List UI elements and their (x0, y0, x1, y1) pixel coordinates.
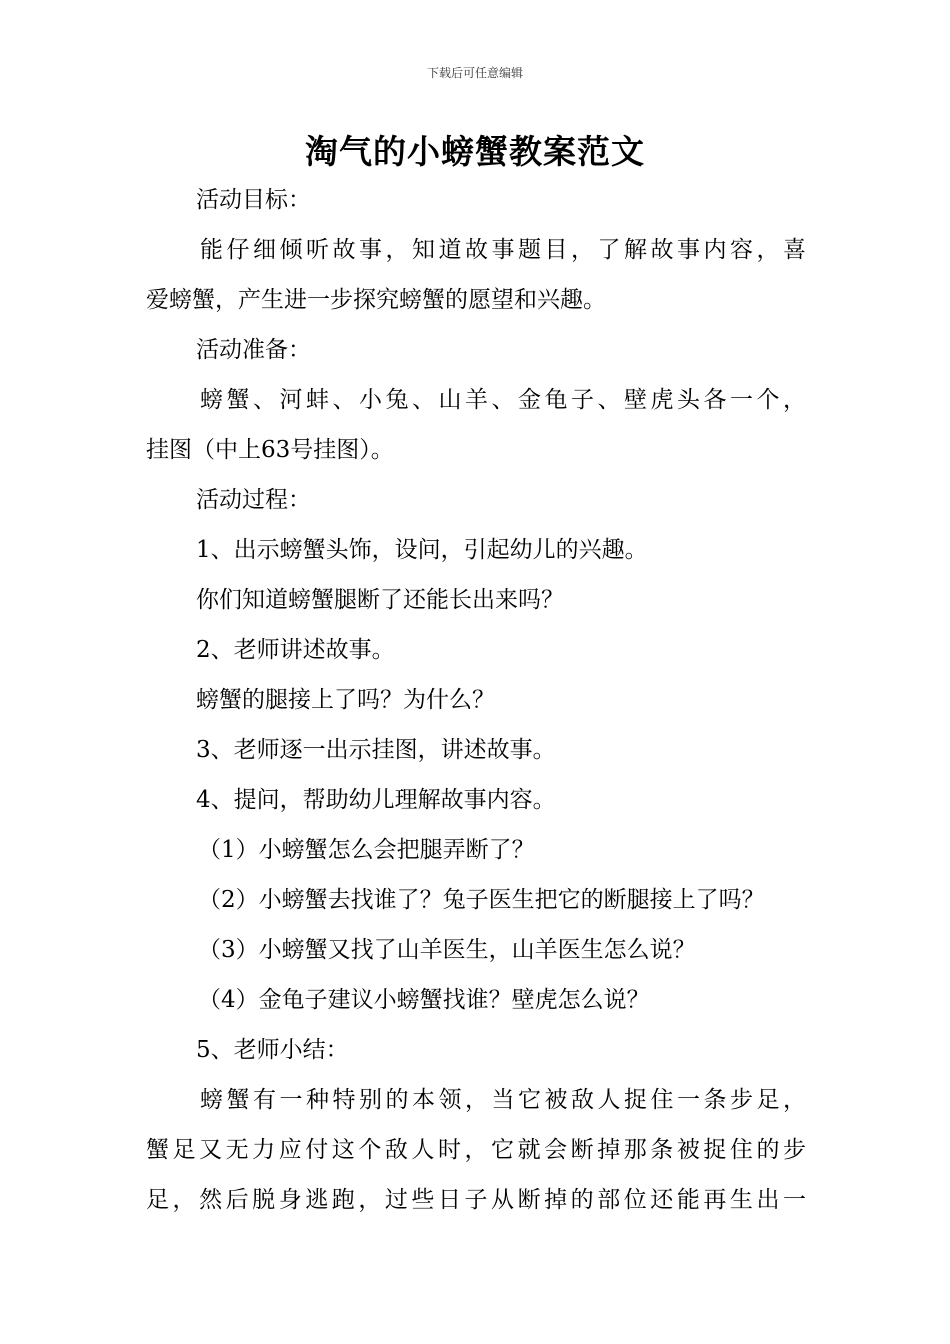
goal-text-line-1: 能仔细倾听故事，知道故事题目，了解故事内容，喜 (200, 237, 806, 263)
question-2: （2）小螃蟹去找谁了？兔子医生把它的断腿接上了吗？ (198, 887, 765, 913)
question-3: （3）小螃蟹又找了山羊医生，山羊医生怎么说？ (198, 937, 696, 963)
goal-heading: 活动目标： (196, 187, 311, 213)
step-2-question: 螃蟹的腿接上了吗？为什么？ (196, 687, 495, 713)
step-5: 5、老师小结： (196, 1037, 349, 1063)
step-1-question: 你们知道螃蟹腿断了还能长出来吗？ (196, 587, 564, 613)
summary-line-3: 足，然后脱身逃跑，过些日子从断掉的部位还能再生出一 (146, 1187, 806, 1213)
process-heading: 活动过程： (196, 487, 311, 513)
prep-text-line-2: 挂图（中上63号挂图）。 (146, 437, 394, 463)
question-4: （4）金龟子建议小螃蟹找谁？壁虎怎么说？ (198, 987, 650, 1013)
step-4: 4、提问，帮助幼儿理解故事内容。 (196, 787, 556, 813)
header-note: 下载后可任意编辑 (426, 66, 523, 80)
summary-line-2: 蟹足又无力应付这个敌人时，它就会断掉那条被捉住的步 (146, 1137, 806, 1163)
page-title: 淘气的小螃蟹教案范文 (305, 132, 645, 171)
goal-text-line-2: 爱螃蟹，产生进一步探究螃蟹的愿望和兴趣。 (146, 287, 606, 313)
summary-line-1: 螃蟹有一种特别的本领，当它被敌人捉住一条步足， (200, 1087, 806, 1113)
step-1: 1、出示螃蟹头饰，设问，引起幼儿的兴趣。 (196, 537, 648, 563)
step-3: 3、老师逐一出示挂图，讲述故事。 (196, 737, 556, 763)
prep-heading: 活动准备： (196, 337, 311, 363)
step-2: 2、老师讲述故事。 (196, 637, 395, 663)
prep-text-line-1: 螃蟹、河蚌、小兔、山羊、金龟子、壁虎头各一个， (200, 387, 806, 413)
question-1: （1）小螃蟹怎么会把腿弄断了？ (198, 837, 535, 863)
